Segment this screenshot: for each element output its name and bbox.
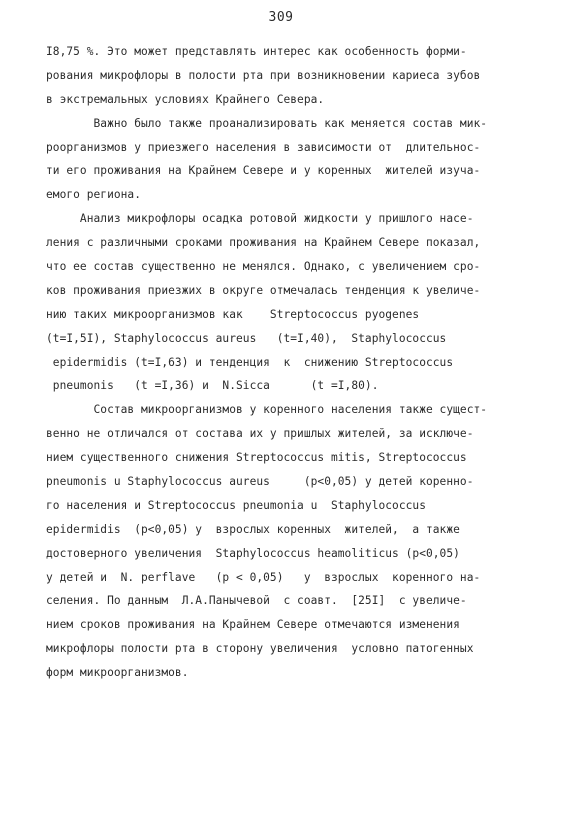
text-line: pneumonis u Staphylococcus aureus (p<0,05) у детей коренно-: [46, 475, 474, 489]
text-line: форм микроорганизмов.: [46, 666, 189, 680]
text-line: ления с различными сроками проживания на Крайнем Севере показал,: [46, 236, 481, 250]
text-line: венно не отличался от состава их у пришлых жителей, за исключе-: [46, 427, 474, 441]
document-body: [46, 40, 526, 685]
text-line: селения. По данным Л.А.Панычевой с соавт. [25I] с увеличе-: [46, 594, 467, 608]
text-line: го населения и Streptococcus pneumonia u Staphylococcus: [46, 498, 426, 512]
text-line: что ее состав существенно не менялся. Однако, с увеличением сро-: [46, 260, 481, 274]
text-line: нием существенного снижения Streptococcus mitis, Streptococcus: [46, 451, 467, 465]
text-line: ти его проживания на Крайнем Севере и у коренных жителей изуча-: [46, 164, 481, 178]
page-number: 309: [268, 10, 294, 25]
text-line: нием сроков проживания на Крайнем Севере отмечаются изменения: [46, 618, 460, 632]
paragraph-start-line: Состав микроорганизмов у коренного населения также сущест-: [46, 403, 488, 417]
text-line: емого региона.: [46, 188, 141, 202]
paragraph-start-line: Важно было также проанализировать как меняется состав мик-: [46, 116, 488, 130]
text-line: достоверного увеличения Staphylococcus heamoliticus (p<0,05): [46, 546, 460, 560]
text-line: (t=I,5I), Staphylococcus aureus (t=I,40), Staphylococcus: [46, 331, 447, 345]
text-line: роорганизмов у приезжего населения в зависимости от длительнос-: [46, 140, 481, 154]
text-line: микрофлоры полости рта в сторону увеличения условно патогенных: [46, 642, 474, 656]
text-line: epidermidis (p<0,05) у взрослых коренных жителей, а также: [46, 522, 460, 536]
text-line: рования микрофлоры в полости рта при возникновении кариеса зубов: [46, 68, 481, 82]
text-line: у детей и N. perflave (p < 0,05) у взрослых коренного на-: [46, 570, 481, 584]
text-line: ков проживания приезжих в округе отмечалась тенденция к увеличе-: [46, 283, 481, 297]
text-line: нию таких микроорганизмов как Streptococcus pyogenes: [46, 307, 420, 321]
text-line: pneumonis (t =I,36) и N.Sicca (t =I,80).: [46, 379, 379, 393]
text-line: I8,75 %. Это может представлять интерес как особенность форми-: [46, 45, 467, 58]
text-line: epidermidis (t=I,63) и тенденция к снижению Streptococcus: [46, 355, 454, 369]
paragraph-start-line: Анализ микрофлоры осадка ротовой жидкости у пришлого насе-: [46, 212, 474, 226]
text-line: в экстремальных условиях Крайнего Севера.: [46, 92, 325, 106]
